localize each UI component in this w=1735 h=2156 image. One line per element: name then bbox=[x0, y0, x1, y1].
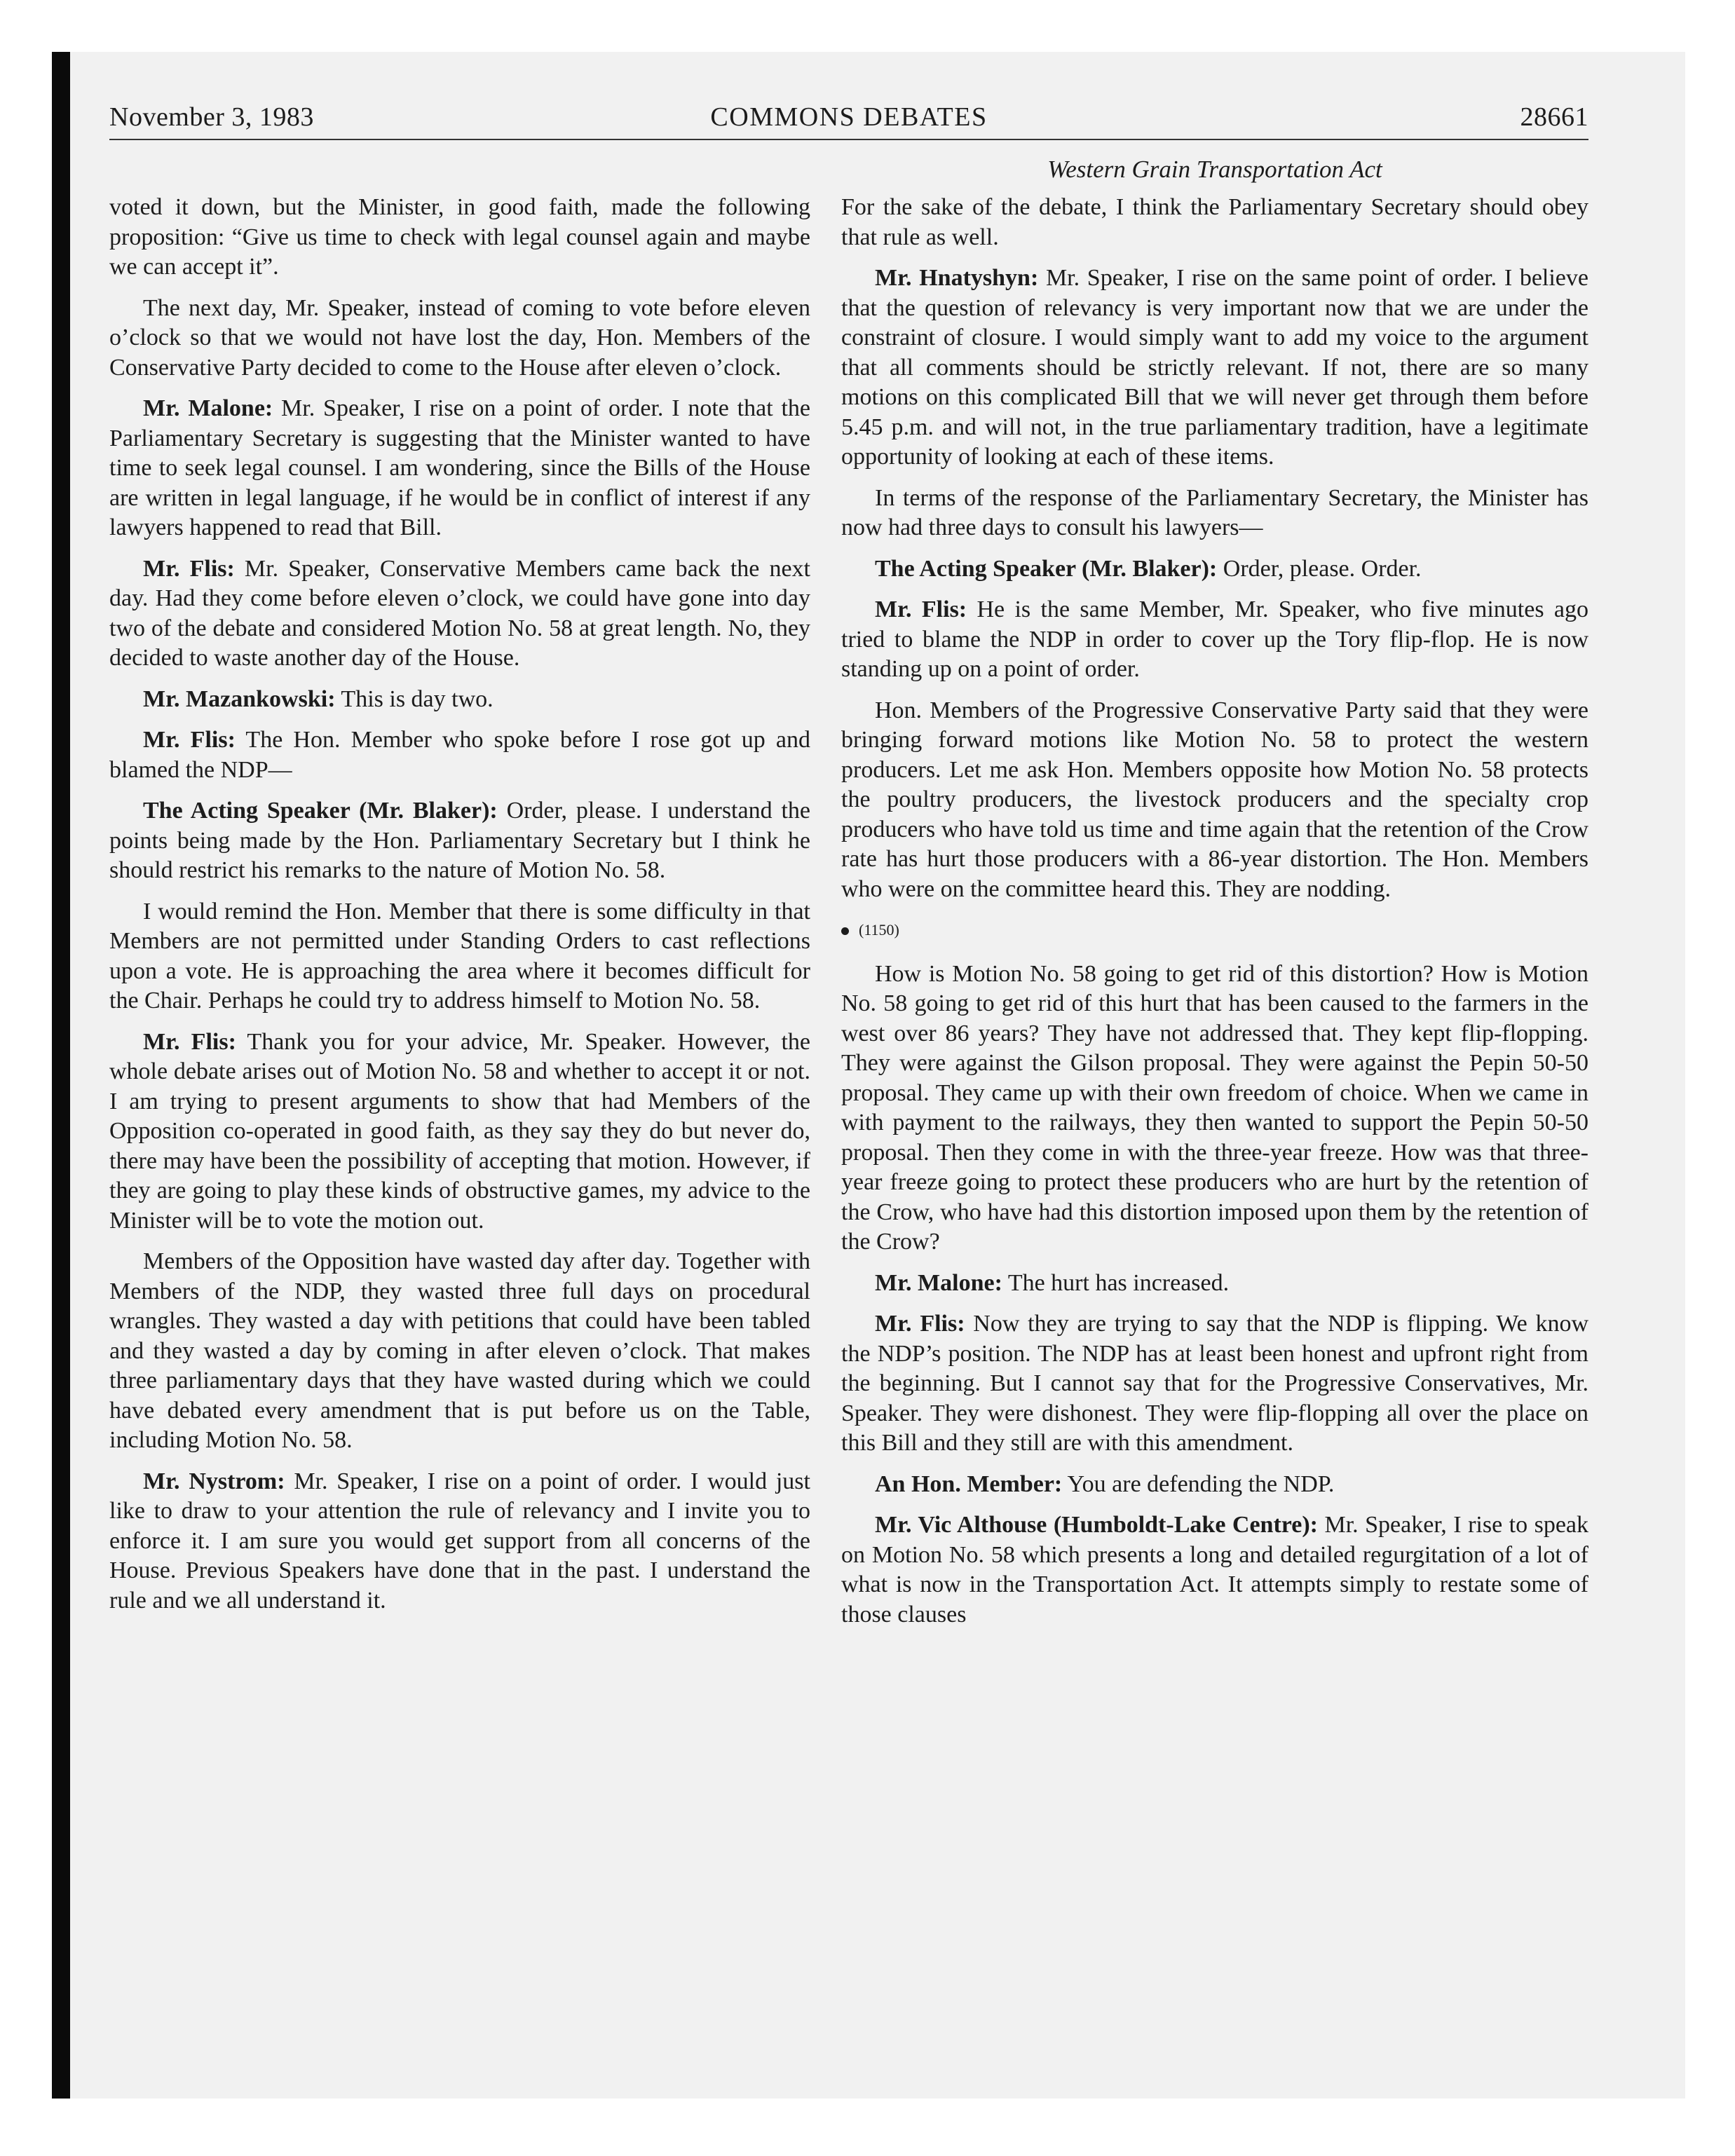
paragraph bbox=[109, 725, 810, 785]
binding-edge bbox=[52, 52, 70, 2099]
paragraph-text: Thank you for your advice, Mr. Speaker. However, the whole debate arises out of Motion No. 58 and whether to accept it or not. I am trying to present arguments to show that had Members of the Opposition co-operated in good faith, as they say they do but never do, there may have been the possibility of accepting that motion. However, if they are going to play these kinds of obstructive games, my advice to the Minister will be to vote the motion out. bbox=[109, 1028, 811, 1234]
paragraph-text: Now they are trying to say that the NDP is flipping. We know the NDP’s position. The NDP has at least been honest and upfront right from the beginning. But I cannot say that for the Progressive Conservatives, Mr. Speaker. They were dishonest. They were flip-flopping all over the place on this Bill and they still are with this amendment. bbox=[841, 1311, 1588, 1456]
paragraph-text: Members of the Opposition have wasted day after day. Together with Members of the NDP, they wasted three full days on procedural wrangles. They wasted a day with petitions that could have been tabled and they wasted a day by coming in after eleven o’clock. That makes three parliamentary days that they have wasted during which we could have debated every amendment that is put before us on the Table, including Motion No. 58. bbox=[109, 1248, 810, 1453]
paragraph-text: The hurt has increased. bbox=[1007, 1269, 1230, 1296]
speaker-name: Mr. Flis: bbox=[875, 596, 967, 622]
speaker-name: Mr. Flis: bbox=[875, 1311, 965, 1337]
paragraph-text: This is day two. bbox=[341, 685, 494, 712]
bullet-icon bbox=[841, 927, 849, 935]
paragraph-text: The Hon. Member who spoke before I rose got up and blamed the NDP— bbox=[109, 727, 810, 783]
speaker-name: Mr. Hnatyshyn: bbox=[875, 265, 1039, 291]
speaker-name: Mr. Malone: bbox=[875, 1269, 1002, 1296]
paragraph-text: I would remind the Hon. Member that there is some difficulty in that Members are not permitted under Standing Orders to cast reflections upon a vote. He is approaching the area where it becomes difficult for the Chair. Perhaps he could try to address himself to Motion No. 58. bbox=[109, 898, 810, 1014]
paragraph bbox=[109, 554, 810, 674]
paragraph bbox=[841, 1309, 1588, 1459]
header-page-number: 28661 bbox=[1520, 102, 1588, 132]
paragraph bbox=[841, 595, 1588, 685]
paragraph-text: Hon. Members of the Progressive Conservative Party said that they were bringing forward motions like Motion No. 58 to protect the western producers. Let me ask Hon. Members opposite how Motion No. 58 protects the poultry producers, the livestock producers and the specialty crop producers who have told us time and time again that the retention of the Crow rate has hurt those producers with a 86-year distortion. The Hon. Members who were on the committee heard this. They are nodding. bbox=[841, 697, 1588, 902]
speaker-name: Mr. Flis: bbox=[143, 727, 236, 753]
paragraph bbox=[109, 685, 810, 715]
paragraph-text: How is Motion No. 58 going to get rid of this distortion? How is Motion No. 58 going to get rid of this hurt that has been caused to the farmers in the west over 86 years? They have not addressed that. They kept flip-flopping. They were against the Gilson proposal. They were against the Pepin 50-50 proposal. They came up with their own freedom of choice. When we came in with payment to the railways, they then wanted to support the Pepin 50-50 proposal. Then they come in with the three-year freeze. How was that three-year freeze going to protect these producers who are hurt by the retention of the Crow, who have had this distortion imposed upon them by the retention of the Crow? bbox=[841, 960, 1588, 1255]
time-marker bbox=[841, 915, 1588, 946]
paragraph bbox=[109, 294, 810, 383]
header-rule bbox=[109, 139, 1588, 140]
speaker-name: An Hon. Member: bbox=[875, 1471, 1063, 1497]
speaker-name: Mr. Mazankowski: bbox=[143, 685, 336, 712]
paragraph-text: Order, please. Order. bbox=[1223, 555, 1422, 582]
paragraph-text: Mr. Speaker, I rise on the same point of order. I believe that the question of relevancy is very important now that we are under the constraint of closure. I would simply want to add my voice to the argument that all comments should be strictly relevant. If not, there are so many motions on this complicated Bill that we will never get through them before 5.45 p.m. and will not, in the true parliamentary tradition, have a legitimate opportunity of looking at each of these items. bbox=[841, 265, 1588, 470]
speaker-name: Mr. Flis: bbox=[143, 555, 235, 582]
paragraph-text: Mr. Speaker, I rise on a point of order. I note that the Parliamentary Secretary is suggesting that the Minister wanted to have time to seek legal counsel. I am wondering, since the Bills of the House are written in legal language, if he would be in conflict of interest if any lawyers happened to read that Bill. bbox=[109, 395, 811, 540]
paragraph bbox=[109, 193, 810, 282]
header-date: November 3, 1983 bbox=[109, 102, 314, 132]
right-column bbox=[841, 193, 1588, 1641]
speaker-name: The Acting Speaker (Mr. Blaker): bbox=[875, 555, 1218, 582]
paragraph bbox=[841, 1269, 1588, 1299]
paragraph bbox=[109, 796, 810, 886]
right-column-part-a bbox=[841, 193, 1588, 904]
paragraph bbox=[109, 1247, 810, 1456]
paragraph-text: Order, please. I understand the points being made by the Hon. Parliamentary Secretary but I think he should restrict his remarks to the nature of Motion No. 58. bbox=[109, 798, 811, 883]
paragraph bbox=[841, 264, 1588, 472]
page-header bbox=[109, 102, 1588, 137]
paragraph bbox=[109, 897, 810, 1016]
running-head: Western Grain Transportation Act bbox=[1047, 156, 1382, 183]
paragraph bbox=[109, 1467, 810, 1616]
paragraph bbox=[841, 1510, 1588, 1630]
speaker-name: Mr. Nystrom: bbox=[143, 1468, 285, 1494]
speaker-name: Mr. Vic Althouse (Humboldt-Lake Centre): bbox=[875, 1512, 1318, 1538]
paragraph bbox=[109, 394, 810, 543]
paragraph-text: voted it down, but the Minister, in good faith, made the following proposition: “Give us time to check with legal counsel again and maybe we can accept it”. bbox=[109, 194, 810, 280]
left-column bbox=[109, 193, 810, 1627]
time-marker-text: (1150) bbox=[859, 921, 899, 939]
header-title: COMMONS DEBATES bbox=[710, 102, 988, 132]
paragraph-text: For the sake of the debate, I think the Parliamentary Secretary should obey that rule as well. bbox=[841, 194, 1588, 250]
paragraph-text: He is the same Member, Mr. Speaker, who five minutes ago tried to blame the NDP in order to cover up the Tory flip-flop. He is now standing up on a point of order. bbox=[841, 596, 1588, 682]
paragraph-text: Mr. Speaker, I rise on a point of order. I would just like to draw to your attention the rule of relevancy and I invite you to enforce it. I am sure you would get support from all concerns of the House. Previous Speakers have done that in the past. I understand the rule and we all understand it. bbox=[109, 1468, 810, 1613]
paragraph bbox=[109, 1028, 810, 1236]
paragraph-text: Mr. Speaker, Conservative Members came back the next day. Had they come before eleven o’clock, we could have gone into day two of the debate and considered Motion No. 58 at great length. No, they decided to waste another day of the House. bbox=[109, 555, 811, 671]
paragraph bbox=[841, 484, 1588, 543]
speaker-name: Mr. Flis: bbox=[143, 1028, 236, 1055]
paragraph-text: The next day, Mr. Speaker, instead of coming to vote before eleven o’clock so that we would not have lost the day, Hon. Members of the Conservative Party decided to come to the House after eleven o’clock. bbox=[109, 294, 810, 381]
paragraph-text: You are defending the NDP. bbox=[1067, 1471, 1335, 1497]
right-column-part-b bbox=[841, 960, 1588, 1630]
paragraph bbox=[841, 1470, 1588, 1500]
paragraph bbox=[841, 696, 1588, 905]
paragraph-text: Mr. Speaker, I rise to speak on Motion No. 58 which presents a long and detailed regurgitation of a lot of what is now in the Transportation Act. It attempts simply to restate some of those clauses bbox=[841, 1512, 1589, 1628]
paragraph bbox=[841, 960, 1588, 1257]
paragraph-text: In terms of the response of the Parliamentary Secretary, the Minister has now had three days to consult his lawyers— bbox=[841, 484, 1588, 540]
speaker-name: The Acting Speaker (Mr. Blaker): bbox=[143, 798, 498, 824]
speaker-name: Mr. Malone: bbox=[143, 395, 273, 421]
paragraph bbox=[841, 554, 1588, 585]
paragraph bbox=[841, 193, 1588, 252]
